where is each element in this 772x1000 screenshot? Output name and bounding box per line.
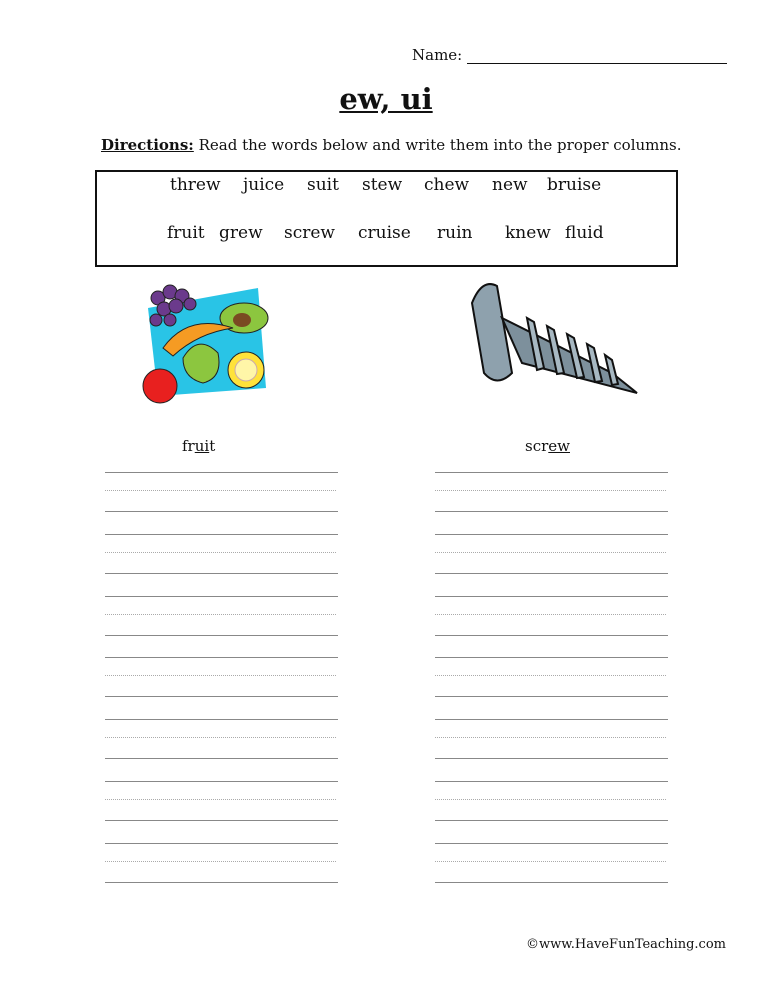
writing-line xyxy=(435,596,668,597)
copyright: ©www.HaveFunTeaching.com xyxy=(525,937,726,952)
screw-icon xyxy=(462,278,642,398)
writing-line xyxy=(435,511,668,512)
writing-line xyxy=(105,657,338,658)
writing-line xyxy=(435,820,668,821)
writing-line xyxy=(435,472,668,473)
writing-line xyxy=(435,843,668,844)
label-prefix: scr xyxy=(525,437,549,455)
writing-midline xyxy=(105,552,336,553)
writing-line xyxy=(105,719,338,720)
name-field[interactable] xyxy=(467,63,727,64)
word: grew xyxy=(219,223,263,243)
label-underlined: ew xyxy=(548,437,570,455)
word: new xyxy=(492,175,528,195)
word: chew xyxy=(424,175,470,195)
writing-line xyxy=(105,781,338,782)
writing-midline xyxy=(435,799,666,800)
label-prefix: fr xyxy=(182,437,195,455)
writing-line xyxy=(435,882,668,883)
word: stew xyxy=(362,175,403,195)
column-label-ui xyxy=(182,437,215,455)
word: bruise xyxy=(547,175,602,195)
directions-text: Read the words below and write them into the proper columns. xyxy=(193,136,682,154)
writing-line xyxy=(435,635,668,636)
writing-line xyxy=(435,657,668,658)
fruit-icon xyxy=(138,278,273,408)
word: suit xyxy=(307,175,339,195)
writing-midline xyxy=(105,861,336,862)
writing-line xyxy=(435,781,668,782)
writing-midline xyxy=(105,737,336,738)
writing-midline xyxy=(435,861,666,862)
writing-line xyxy=(105,472,338,473)
writing-line xyxy=(105,573,338,574)
label-underlined: ui xyxy=(194,437,210,455)
writing-line xyxy=(105,534,338,535)
writing-line xyxy=(435,719,668,720)
writing-line xyxy=(105,843,338,844)
writing-line xyxy=(105,696,338,697)
word: fluid xyxy=(565,223,604,243)
word: screw xyxy=(284,223,335,243)
writing-line xyxy=(435,696,668,697)
writing-line xyxy=(105,758,338,759)
writing-midline xyxy=(435,490,666,491)
column-label-ew xyxy=(525,437,570,455)
word: juice xyxy=(243,175,285,195)
writing-line xyxy=(435,758,668,759)
directions-label: Directions: xyxy=(101,136,194,154)
page-title: ew, ui xyxy=(339,82,433,116)
writing-midline xyxy=(105,799,336,800)
writing-line xyxy=(435,534,668,535)
writing-line xyxy=(105,596,338,597)
writing-midline xyxy=(435,675,666,676)
writing-midline xyxy=(435,737,666,738)
word: knew xyxy=(505,223,551,243)
writing-midline xyxy=(435,552,666,553)
name-label: Name: xyxy=(412,46,463,64)
directions xyxy=(101,136,682,154)
word: fruit xyxy=(167,223,205,243)
writing-line xyxy=(105,635,338,636)
writing-line xyxy=(105,511,338,512)
word: cruise xyxy=(358,223,411,243)
writing-line xyxy=(105,882,338,883)
writing-line xyxy=(435,573,668,574)
label-suffix: t xyxy=(209,437,216,455)
writing-midline xyxy=(105,490,336,491)
writing-line xyxy=(105,820,338,821)
word: threw xyxy=(170,175,221,195)
writing-midline xyxy=(435,614,666,615)
writing-midline xyxy=(105,675,336,676)
writing-midline xyxy=(105,614,336,615)
word: ruin xyxy=(437,223,473,243)
